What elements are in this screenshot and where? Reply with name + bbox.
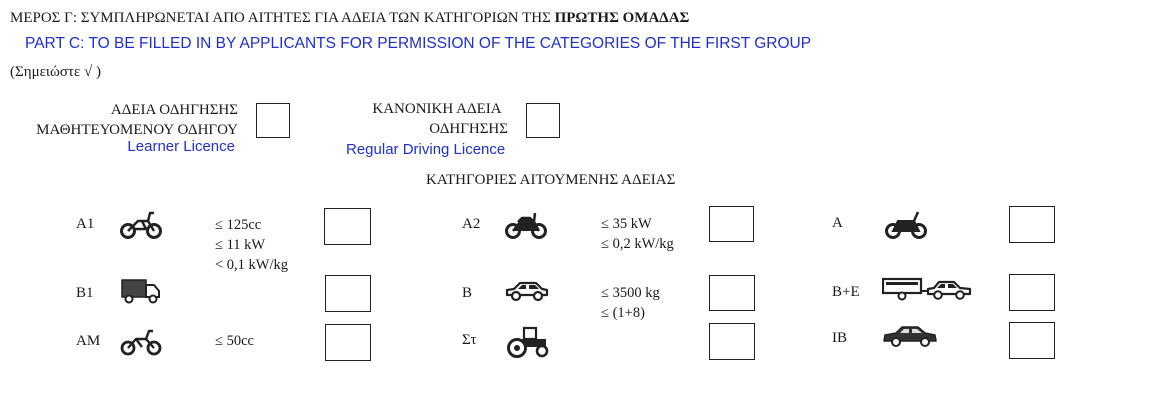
- category-ib-checkbox[interactable]: [1009, 322, 1055, 359]
- category-be-code: B+E: [832, 284, 860, 300]
- category-b1-code: B1: [76, 285, 94, 301]
- regular-licence-label-line1: ΚΑΝΟΝΙΚΗ ΑΔΕΙΑ: [372, 101, 502, 117]
- category-a2-limit-kwkg: ≤ 0,2 kW/kg: [601, 236, 674, 252]
- motorcycle-icon: [120, 209, 162, 241]
- learner-licence-label-line2: ΜΑΘΗΤΕΥΟΜΕΝΟΥ ΟΔΗΓΟΥ: [36, 122, 238, 138]
- tick-note: (Σημειώστε √ ): [10, 64, 101, 80]
- category-a1-checkbox[interactable]: [324, 208, 371, 245]
- car-icon: [504, 280, 550, 302]
- regular-licence-checkbox[interactable]: [526, 103, 560, 138]
- car-with-trailer-icon: [882, 276, 972, 302]
- category-a1-limit-kw: ≤ 11 kW: [215, 237, 266, 253]
- learner-licence-english: Learner Licence: [127, 138, 235, 155]
- category-b-limit-kg: ≤ 3500 kg: [601, 285, 660, 301]
- learner-licence-checkbox[interactable]: [256, 103, 290, 138]
- regular-licence-label-line2: ΟΔΗΓΗΣΗΣ: [429, 121, 508, 137]
- quadricycle-icon: [120, 277, 162, 305]
- tractor-icon: [504, 325, 550, 359]
- regular-licence-english: Regular Driving Licence: [346, 141, 506, 158]
- motorcycle-icon: [504, 208, 548, 240]
- category-st-checkbox[interactable]: [709, 323, 755, 360]
- category-a1-code: A1: [76, 216, 95, 232]
- category-a2-limit-kw: ≤ 35 kW: [601, 216, 652, 232]
- category-be-checkbox[interactable]: [1009, 274, 1055, 311]
- moped-icon: [120, 327, 162, 357]
- english-section-title: PART C: TO BE FILLED IN BY APPLICANTS FOR PERMISSION OF THE CATEGORIES OF THE FIRST GROUP: [25, 35, 812, 52]
- category-a2-checkbox[interactable]: [709, 206, 754, 242]
- learner-licence-label-line1: ΑΔΕΙΑ ΟΔΗΓΗΣΗΣ: [110, 102, 238, 118]
- category-am-limit-cc: ≤ 50cc: [215, 333, 254, 349]
- category-a-code: A: [832, 215, 843, 231]
- category-a1-limit-kwkg: < 0,1 kW/kg: [215, 257, 289, 273]
- category-b1-checkbox[interactable]: [325, 275, 371, 312]
- category-b-limit-seats: ≤ (1+8): [601, 305, 645, 321]
- category-st-code: Στ: [462, 332, 477, 348]
- categories-heading: ΚΑΤΗΓΟΡΙΕΣ ΑΙΤΟΥΜΕΝΗΣ ΑΔΕΙΑΣ: [426, 172, 676, 188]
- category-ib-code: IB: [832, 330, 847, 346]
- category-b-checkbox[interactable]: [709, 275, 755, 311]
- motorcycle-icon: [884, 208, 928, 240]
- category-a-checkbox[interactable]: [1009, 206, 1055, 243]
- category-b-code: B: [462, 285, 473, 301]
- greek-section-title: ΜΕΡΟΣ Γ: ΣΥΜΠΛΗΡΩΝΕΤΑΙ ΑΠΟ ΑΙΤΗΤΕΣ ΓΙΑ ΑΔΕΙΑ ΤΩΝ ΚΑΤΗΓΟΡΙΩΝ ΤΗΣ ΠΡΩΤΗΣ ΟΜΑΔΑΣ: [10, 10, 690, 26]
- category-am-checkbox[interactable]: [325, 324, 371, 361]
- category-a1-limit-cc: ≤ 125cc: [215, 217, 262, 233]
- category-am-code: AM: [76, 333, 101, 349]
- category-a2-code: A2: [462, 216, 481, 232]
- sedan-icon: [882, 324, 938, 348]
